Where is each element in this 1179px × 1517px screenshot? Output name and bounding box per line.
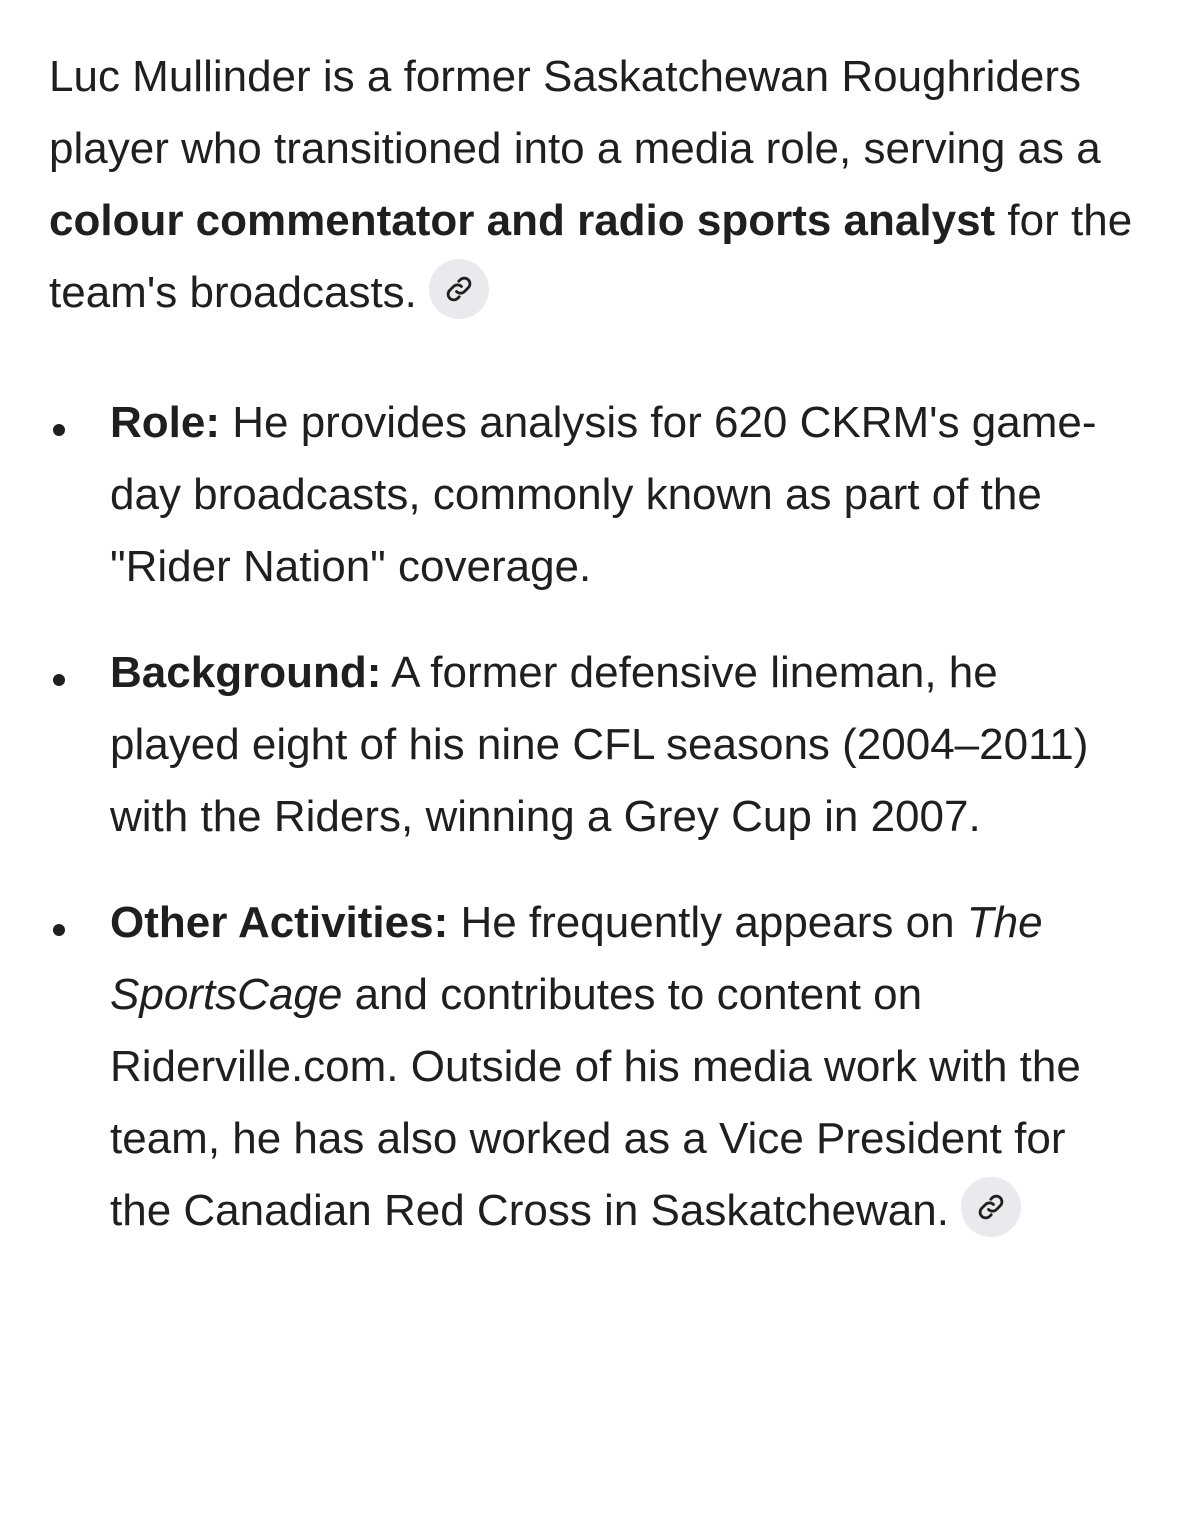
intro-text: Luc Mullinder is a former Saskatchewan Roughriders player who transitioned into a media role, serving as a bbox=[49, 52, 1101, 173]
show-title: The SportsCage bbox=[110, 898, 1043, 1019]
intro-text-end: for the team's broadcasts. bbox=[49, 196, 1133, 317]
bullet-dot bbox=[49, 887, 69, 959]
list-item-text: He frequently appears on bbox=[448, 898, 967, 947]
link-icon bbox=[976, 1192, 1006, 1222]
citation-link-button[interactable] bbox=[429, 259, 489, 319]
bullet-dot bbox=[49, 637, 69, 709]
list-item-text: A former defensive lineman, he played eight of his nine CFL seasons (2004–2011) with the Riders, winning a Grey Cup in 2007. bbox=[110, 648, 1089, 841]
list-item-other-activities bbox=[49, 887, 1122, 1247]
intro-paragraph bbox=[49, 41, 1134, 329]
link-icon bbox=[444, 274, 474, 304]
bullet-list bbox=[49, 387, 1139, 1247]
list-item-text-end: and contributes to content on Riderville.com. Outside of his media work with the team, he has also worked as a Vice President for the Canadian Red Cross in Saskatchewan. bbox=[110, 970, 1081, 1235]
intro-bold-text: colour commentator and radio sports analyst bbox=[49, 196, 996, 245]
bullet-dot bbox=[49, 387, 69, 459]
citation-link-button[interactable] bbox=[961, 1177, 1021, 1237]
list-item-text: He provides analysis for 620 CKRM's game-day broadcasts, commonly known as part of the "Rider Nation" coverage. bbox=[110, 398, 1097, 591]
list-item-label: Background: bbox=[110, 648, 382, 697]
list-item-background bbox=[49, 637, 1122, 853]
list-item-role bbox=[49, 387, 1122, 603]
response-content bbox=[49, 41, 1139, 1281]
list-item-label: Role: bbox=[110, 398, 220, 447]
list-item-label: Other Activities: bbox=[110, 898, 449, 947]
